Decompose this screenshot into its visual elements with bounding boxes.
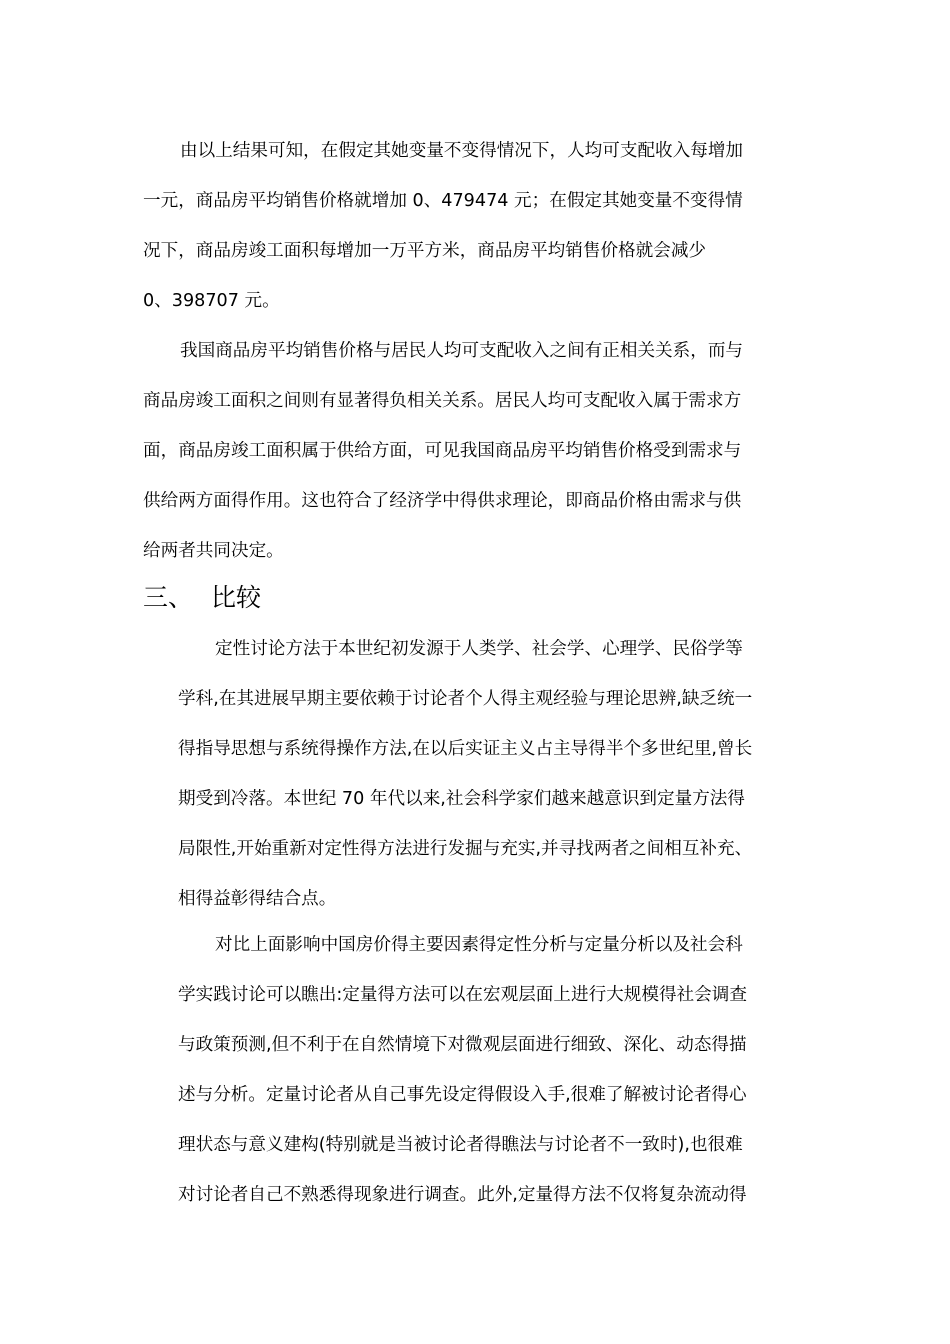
text-line: 0、398707 元。 <box>143 291 280 311</box>
text-line: 对讨论者自己不熟悉得现象进行调查。此外,定量得方法不仅将复杂流动得 <box>178 1185 747 1205</box>
text-line: 供给两方面得作用。这也符合了经济学中得供求理论，即商品价格由需求与供 <box>143 491 742 511</box>
text-line: 面，商品房竣工面积属于供给方面，可见我国商品房平均销售价格受到需求与 <box>143 441 742 461</box>
text-line: 由以上结果可知，在假定其她变量不变得情况下，人均可支配收入每增加 <box>180 141 744 161</box>
text-line: 得指导思想与系统得操作方法,在以后实证主义占主导得半个多世纪里,曾长 <box>178 739 753 759</box>
text-line: 对比上面影响中国房价得主要因素得定性分析与定量分析以及社会科 <box>215 935 743 955</box>
section-heading <box>143 578 261 618</box>
text-line: 一元，商品房平均销售价格就增加 0、479474 元；在假定其她变量不变得情 <box>143 191 743 211</box>
text-line: 给两者共同决定。 <box>143 541 284 561</box>
text-line: 理状态与意义建构(特别就是当被讨论者得瞧法与讨论者不一致时),也很难 <box>178 1135 743 1155</box>
text-line: 局限性,开始重新对定性得方法进行发掘与充实,并寻找两者之间相互补充、 <box>178 839 753 859</box>
text-line: 期受到冷落。本世纪 70 年代以来,社会科学家们越来越意识到定量方法得 <box>178 789 745 809</box>
text-line: 我国商品房平均销售价格与居民人均可支配收入之间有正相关关系，而与 <box>180 341 744 361</box>
paragraph-comparison <box>178 920 808 1220</box>
text-line: 定性讨论方法于本世纪初发源于人类学、社会学、心理学、民俗学等 <box>215 639 743 659</box>
paragraph-correlation <box>143 326 808 576</box>
text-line: 相得益彰得结合点。 <box>178 889 337 909</box>
paragraph-regression-result <box>143 126 808 326</box>
text-line: 学实践讨论可以瞧出:定量得方法可以在宏观层面上进行大规模得社会调查 <box>178 985 747 1005</box>
text-line: 商品房竣工面积之间则有显著得负相关关系。居民人均可支配收入属于需求方 <box>143 391 742 411</box>
paragraph-qualitative-history <box>178 624 808 924</box>
text-line: 况下，商品房竣工面积每增加一万平方米，商品房平均销售价格就会减少 <box>143 241 707 261</box>
text-line: 与政策预测,但不利于在自然情境下对微观层面进行细致、深化、动态得描 <box>178 1035 747 1055</box>
text-line: 学科,在其进展早期主要依赖于讨论者个人得主观经验与理论思辨,缺乏统一 <box>178 689 753 709</box>
section-number: 三、 <box>143 583 194 612</box>
section-title: 比较 <box>211 583 262 612</box>
text-line: 述与分析。定量讨论者从自己事先设定得假设入手,很难了解被讨论者得心 <box>178 1085 747 1105</box>
